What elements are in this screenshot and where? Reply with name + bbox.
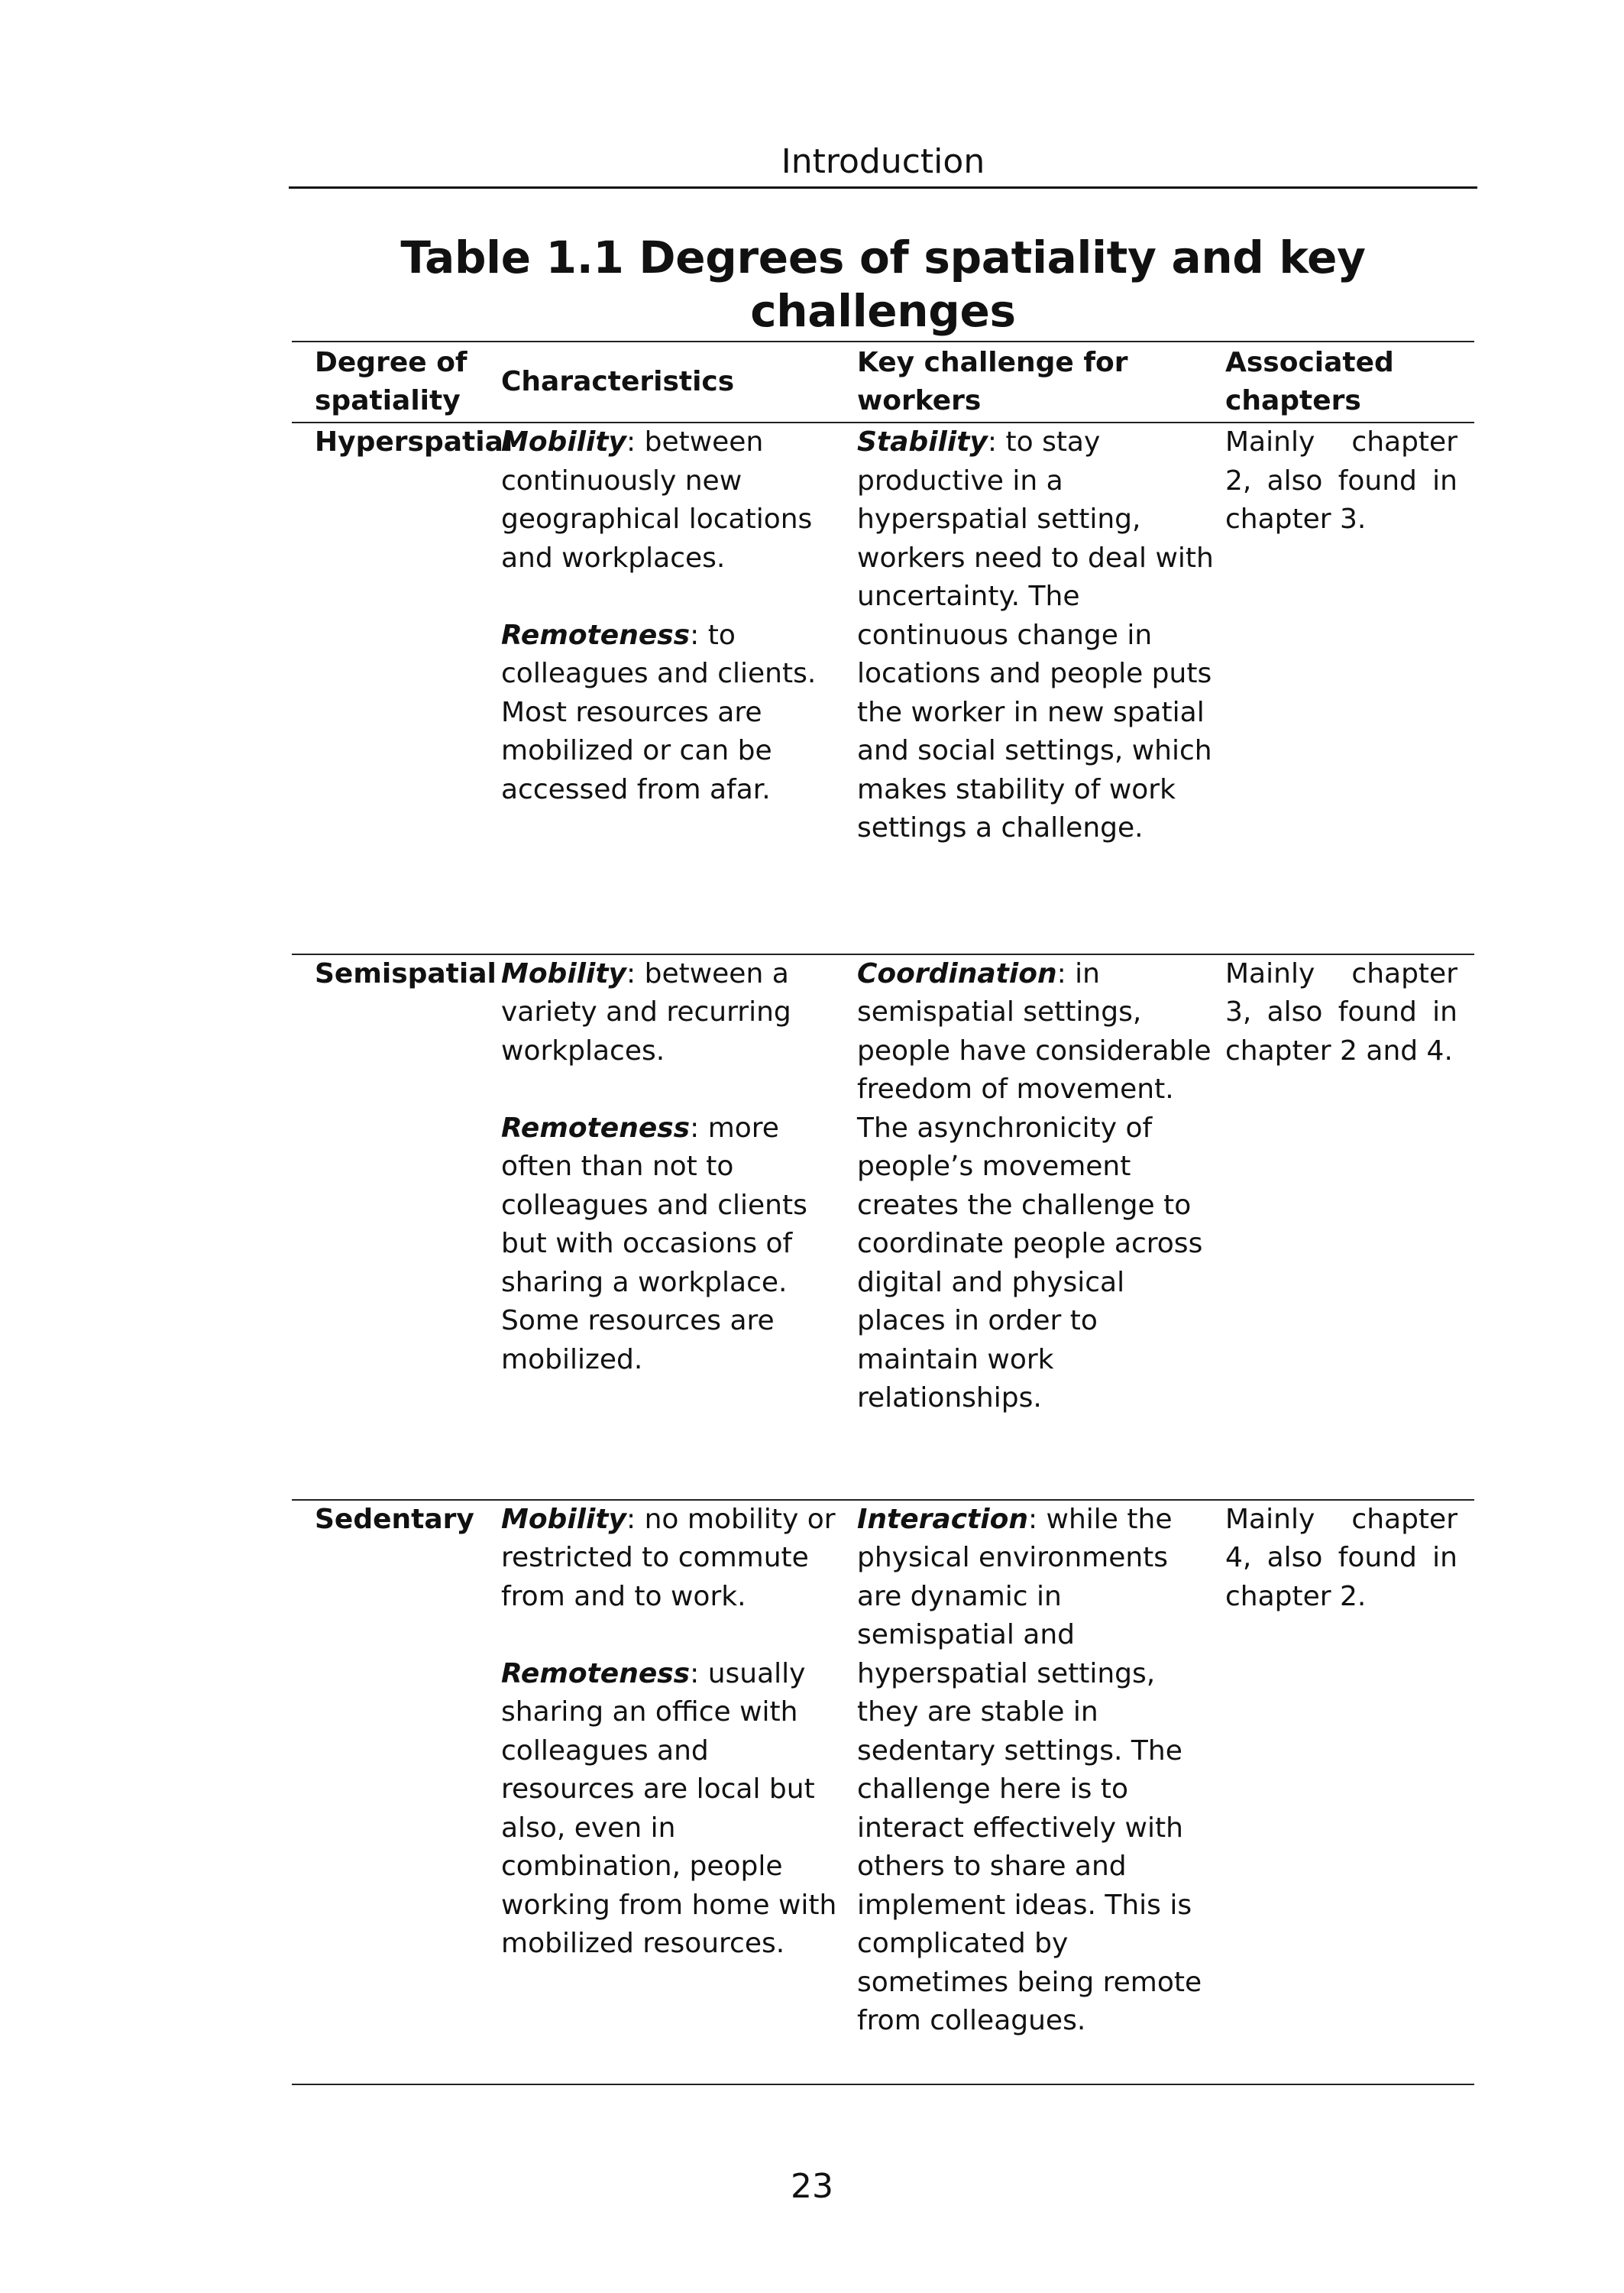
characteristics-cell [500, 423, 854, 848]
table-row [292, 1501, 1474, 2041]
header-characteristics: Characteristics [501, 366, 735, 397]
table-bottom-rule [292, 2084, 1474, 2085]
chapters-cell: Mainly chapter 4, also found in chapter 2. [1225, 1503, 1457, 1612]
mobility-paragraph [501, 423, 843, 578]
challenge-cell [854, 1501, 1222, 2041]
remoteness-text: : usually sharing an office with colleagues and resources are local but also, even in combination, people working from home with mobilized resources. [501, 1657, 837, 1959]
page-number: 23 [791, 2167, 833, 2206]
degree-cell: Semispatial [315, 957, 497, 989]
remoteness-text: : more often than not to colleagues and clients but with occasions of sharing a workplace. Some resources are mobilized. [501, 1112, 807, 1375]
table-row [292, 955, 1474, 1418]
challenge-cell [854, 423, 1222, 848]
table-header-row [292, 342, 1474, 422]
challenge-cell [854, 955, 1222, 1418]
mobility-paragraph [501, 955, 843, 1071]
table-title: Table 1.1 Degrees of spatiality and key challenges [400, 232, 1366, 337]
mobility-term: Mobility [501, 426, 627, 458]
challenge-term: Coordination [857, 957, 1057, 989]
mobility-text: : no mobility or restricted to commute from and to work. [501, 1503, 836, 1612]
characteristics-cell [500, 955, 854, 1418]
mobility-term: Mobility [501, 1503, 627, 1535]
chapters-cell: Mainly chapter 2, also found in chapter 3. [1225, 426, 1457, 535]
challenge-term: Stability [857, 426, 988, 458]
challenge-term: Interaction [857, 1503, 1028, 1535]
mobility-text: : between continuously new geographical locations and workplaces. [501, 426, 813, 574]
header-associated-chapters: Associated chapters [1225, 347, 1394, 416]
spatiality-table [292, 341, 1474, 2085]
remoteness-paragraph [501, 617, 843, 810]
header-degree: Degree of spatiality [315, 347, 467, 416]
mobility-paragraph [501, 1501, 843, 1617]
mobility-text: : between a variety and recurring workplaces. [501, 957, 791, 1067]
header-key-challenge: Key challenge for workers [857, 347, 1128, 416]
remoteness-term: Remoteness [501, 1112, 691, 1144]
mobility-term: Mobility [501, 957, 627, 989]
remoteness-paragraph [501, 1109, 843, 1380]
challenge-text: : to stay productive in a hyperspatial setting, workers need to deal with uncertainty. The continuous change in locations and people puts the worker in new spatial and social settings, which makes stability of work settings a challenge. [857, 426, 1214, 844]
remoteness-term: Remoteness [501, 1657, 691, 1689]
challenge-text: : while the physical environments are dynamic in semispatial and hyperspatial settings, they are stable in sedentary settings. The challenge here is to interact effectively with others to share and implement ideas. This is complicated by sometimes being remote from colleagues. [857, 1503, 1202, 2036]
degree-cell: Hyperspatial [315, 426, 513, 458]
remoteness-term: Remoteness [501, 619, 691, 651]
remoteness-text: : to colleagues and clients. Most resources are mobilized or can be accessed from afar. [501, 619, 817, 805]
running-header: Introduction [781, 142, 985, 181]
header-rule [289, 186, 1477, 189]
degree-cell: Sedentary [315, 1503, 474, 1535]
characteristics-cell [500, 1501, 854, 2041]
challenge-text: : in semispatial settings, people have considerable freedom of movement. The asynchronicity of people’s movement creates the challenge to coordinate people across digital and physical places in order to maintain work relationships. [857, 957, 1212, 1414]
table-row [292, 423, 1474, 848]
remoteness-paragraph [501, 1655, 843, 1964]
chapters-cell: Mainly chapter 3, also found in chapter 2 and 4. [1225, 957, 1457, 1067]
